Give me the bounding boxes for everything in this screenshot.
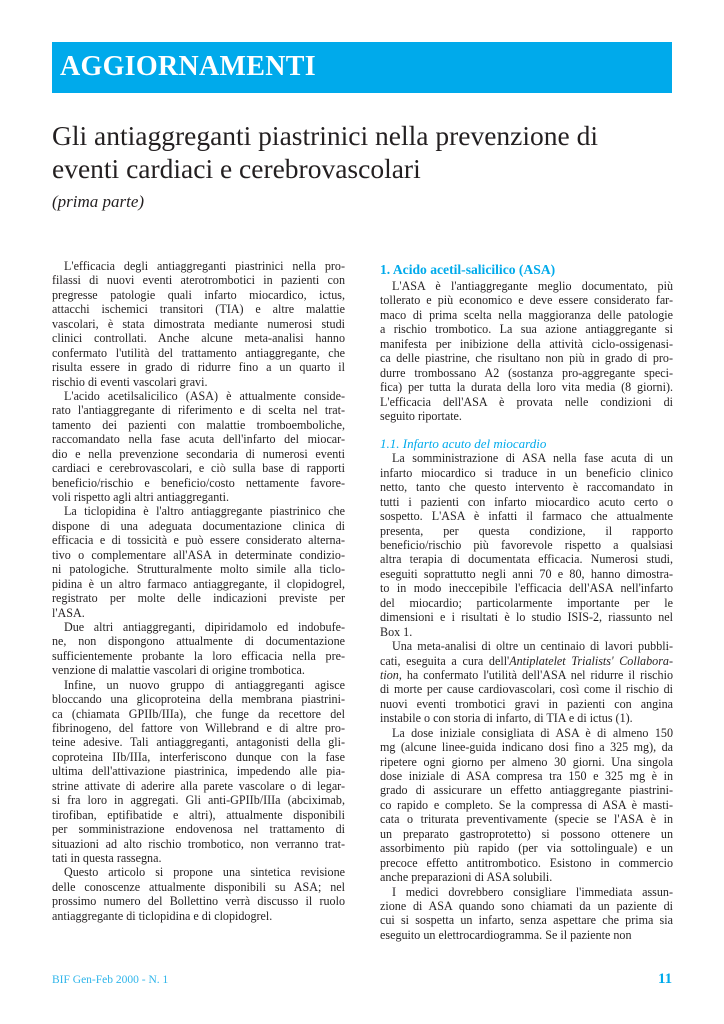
text-line: a rischio trombotico. La sua azione antiaggregante si	[380, 322, 673, 337]
text-line: cata o triturata preventivamente (specie se l'ASA è in	[380, 812, 673, 827]
text-line: L'acido acetilsalicilico (ASA) è attualmente conside-	[64, 388, 345, 403]
italic-name: Antiplatelet Trialists' Collabora-	[509, 653, 673, 668]
text-line: nuovi eventi trombotici gravi in pazienti con angina	[380, 696, 673, 711]
text-line: grado di assicurare un effetto antiaggregante piastrini-	[380, 783, 673, 798]
text-line: cati, eseguita a cura dell'Antiplatelet Trialists' Collabora-	[380, 653, 673, 668]
text-line: Due altri antiaggreganti, dipiridamolo ed indobufe-	[64, 619, 345, 634]
text-line: assorbimento più rapido (per via sottolinguale) e un	[380, 841, 673, 856]
text-line: rato l'antiaggregante di riferimento e di scelta nel trat-	[52, 403, 345, 418]
text-line: beneficio/rischio e beneficio/costo nettamente favore-	[52, 475, 345, 490]
paragraph	[380, 639, 673, 726]
text-line: mg (alcune linee-guida indicano dosi fino a 325 mg), da	[380, 740, 673, 755]
text-line: eseguiti soprattutto negli anni 70 e 80, hanno dimostra-	[380, 566, 673, 581]
text-line: l'ASA.	[52, 605, 85, 620]
text-line: ultima dell'attivazione piastrinica, impedendo alle pia-	[52, 764, 345, 779]
text-line: tirofiban, eptifibatide e altri), attualmente disponibili	[52, 807, 345, 822]
text-line: sospetto. L'ASA è infatti il farmaco che attualmente	[380, 509, 673, 524]
text-line: La somministrazione di ASA nella fase acuta di un	[392, 451, 673, 466]
paragraph	[52, 504, 345, 620]
text-line: delle conoscenze attualmente disponibili su ASA; nel	[52, 879, 345, 894]
paragraph	[52, 259, 345, 389]
text-line: risulta essere in grado di ridurre fino a un quarto il	[52, 360, 345, 375]
text-line: un preparato gastroprotetto) si possono ottenere un	[380, 826, 673, 841]
text-line: confermato l'utilità del trattamento antiaggregante, che	[52, 345, 345, 360]
text-line: registrato per molte delle indicazioni previste per	[52, 591, 345, 606]
text-line: tutti i pazienti con infarto miocardico acuto certo o	[380, 494, 673, 509]
text-line: per somministrazione endovenosa nel trattamento di	[52, 822, 345, 837]
paragraph	[380, 279, 673, 423]
text-line: eseguito un elettrocardiogramma. Se il paziente non	[380, 927, 632, 942]
article-subtitle: (prima parte)	[52, 192, 145, 211]
text-line: voli rispetto agli altri antiaggreganti.	[52, 490, 229, 504]
paragraph	[380, 726, 673, 885]
text-line: ripetere ogni giorno per almeno 30 giorni. Una singola	[380, 754, 673, 769]
text-line: dose iniziale di ASA compresa tra 150 e 325 mg è in	[380, 769, 673, 783]
text-line: ca delle piastrine, che risultano non più in grado di pro-	[380, 351, 673, 366]
text-line: cardiaci e cerebrovascolari, e ciò sulla base di rapporti	[52, 461, 345, 476]
text-line: L'efficacia dell'ASA è provata nelle condizioni di	[380, 394, 673, 409]
text-line: anche preparazioni di ASA solubili.	[380, 870, 553, 885]
text-line: cui si sospetta un infarto, senza aspettare che prima sia	[380, 913, 673, 928]
text-line: altra terapia di documentata efficacia. Numerosi studi,	[380, 552, 673, 567]
text-line: to in modo ineccepibile l'efficacia dell'ASA nell'infarto	[380, 581, 673, 596]
text-line: di morte per cause cardiovascolari, così come il rischio di	[380, 682, 673, 697]
text-line: tollerato e più economico e deve essere considerato far-	[380, 293, 673, 308]
text-line: sufficientemente probante la loro efficacia nella pre-	[52, 648, 345, 663]
section-banner-label: AGGIORNAMENTI	[60, 51, 316, 82]
text-line: pregresse patologie quali infarto miocardico, ictus,	[52, 287, 345, 302]
text-line: co rapido e completo. Se la compressa di ASA è masti-	[380, 797, 673, 812]
article-title-line: eventi cardiaci e cerebrovascolari	[52, 153, 421, 184]
article-title-line: Gli antiaggreganti piastrinici nella prevenzione di	[52, 120, 598, 151]
text-line: zione di ASA quando sono chiamati da un paziente di	[380, 898, 673, 913]
text-line: coproteina IIb/IIIa, interferiscono dunque con la fase	[52, 749, 345, 764]
text-line: situazioni ad alto rischio trombotico, non verranno trat-	[52, 836, 345, 851]
text-line: filassi di nuovi eventi aterotrombotici in pazienti con	[52, 273, 345, 288]
paragraph	[52, 620, 345, 678]
text-line: ni patologiche. Strutturalmente molto simile alla ticlo-	[52, 562, 345, 577]
text-line: presenta, per questa condizione, il rapporto	[380, 523, 673, 538]
text-line: clinici controllati. Anche alcune meta-analisi hanno	[52, 331, 345, 346]
paragraph	[52, 678, 345, 866]
text-line: venzione di malattie vascolari di origine trombotica.	[52, 663, 305, 678]
text-line: raccomandato nella fase acuta dell'infarto del miocar-	[52, 432, 345, 447]
text-line: dimensioni e i risultati è lo studio ISIS-2, riassunto nel	[380, 610, 673, 625]
journal-footer: BIF Gen-Feb 2000 - N. 1	[52, 974, 169, 986]
text-line: antiaggregante di ticlopidina e di clopidogrel.	[52, 908, 273, 923]
text-line: tion, ha confermato l'utilità dell'ASA nel ridurre il rischio	[380, 667, 673, 682]
subsection-body	[380, 451, 673, 942]
left-column	[52, 259, 345, 923]
text-line: manifesta per inibizione della attività ciclo-ossigenasi-	[380, 336, 673, 351]
text-line: fica) per tutta la durata della loro vita media (8 giorni).	[380, 380, 673, 395]
section-heading: 1. Acido acetil-salicilico (ASA)	[380, 262, 556, 277]
text-line: La ticlopidina è l'altro antiaggregante piastrinico che	[64, 504, 345, 519]
text-line: infarto miocardico si traduce in un beneficio clinico	[380, 465, 673, 480]
text-line: Infine, un nuovo gruppo di antiaggreganti agisce	[64, 677, 345, 692]
text-line: si fra loro in aggregati. Gli anti-GPIIb/IIIa (abciximab,	[52, 793, 345, 808]
text-line: attacchi ischemici transitori (TIA) e altre malattie	[52, 302, 345, 317]
italic-name: tion	[380, 667, 399, 682]
paragraph	[380, 451, 673, 639]
text-line: beneficio/rischio più favorevole rispetto a qualsiasi	[380, 538, 673, 552]
text-line: Una meta-analisi di oltre un centinaio di lavori pubbli-	[392, 639, 673, 654]
text-line: Box 1.	[380, 624, 413, 639]
article-title	[52, 119, 692, 185]
text-line: teine adesive. Tali antiaggreganti, antagonisti della gli-	[52, 735, 345, 750]
text-line: L'efficacia degli antiaggreganti piastrinici nella pro-	[64, 259, 345, 273]
text-line: I medici dovrebbero consigliare l'immediata assun-	[392, 884, 673, 899]
text-line: netto, tanto che questo intervento è raccomandato in	[380, 480, 673, 495]
text-line: pidina è un altro farmaco antiaggregante, il clopidogrel,	[52, 576, 345, 591]
text-line: ne, non dispongono attualmente di documentazione	[52, 634, 345, 649]
text-line: prossimo numero del Bollettino verrà discusso il ruolo	[52, 894, 345, 909]
text-line: del miocardio; particolarmente importante per le	[380, 595, 673, 610]
text-line: tati in questa rassegna.	[52, 850, 162, 865]
text-line: tivo o complementare all'ASA in determinate condizio-	[52, 547, 345, 562]
text-line: dispone di una adeguata documentazione clinica di	[52, 518, 345, 533]
text-line: tamento dei pazienti con malattie tromboemboliche,	[52, 417, 345, 432]
text-line: vascolari, è stata dimostrata mediante numerosi studi	[52, 316, 345, 331]
text-line: strine attivate di aderire alla parete vascolare o di legar-	[52, 778, 345, 793]
text-line: rischio di eventi vascolari gravi.	[52, 374, 208, 389]
page-number: 11	[658, 971, 673, 987]
text-line: L'ASA è l'antiaggregante meglio documentato, più	[392, 279, 673, 293]
subsection-heading: 1.1. Infarto acuto del miocardio	[380, 436, 547, 452]
section-intro	[380, 279, 673, 423]
text-line: maco di prima scelta nella maggioranza delle patologie	[380, 307, 673, 322]
text-line: durre trombossano A2 (sostanza pro-aggregante speci-	[380, 365, 673, 380]
paragraph	[52, 865, 345, 923]
text-line: efficacia e di tossicità e può essere considerato alterna-	[52, 533, 345, 548]
paragraph	[380, 885, 673, 943]
text-line: precoce effetto antitrombotico. Esistono in commercio	[380, 855, 673, 870]
text-line: bloccando una glicoproteina della membrana piastrini-	[52, 692, 345, 707]
paragraph	[52, 389, 345, 505]
text-line: fibrinogeno, del fattore von Willebrand e di altre pro-	[52, 721, 345, 735]
text-line: dio e nella prevenzione secondaria di numerosi eventi	[52, 446, 345, 461]
text-line: instabile o con storia di infarto, di TIA e di ictus (1).	[380, 711, 633, 726]
text-line: La dose iniziale consigliata di ASA è di almeno 150	[392, 725, 673, 740]
text-line: ca (chiamata GPIIb/IIIa), che funge da recettore del	[52, 706, 345, 721]
section-banner	[52, 42, 672, 93]
text-line: seguito riportate.	[380, 408, 462, 423]
right-column	[380, 262, 673, 942]
text-line: Questo articolo si propone una sintetica revisione	[64, 865, 345, 880]
